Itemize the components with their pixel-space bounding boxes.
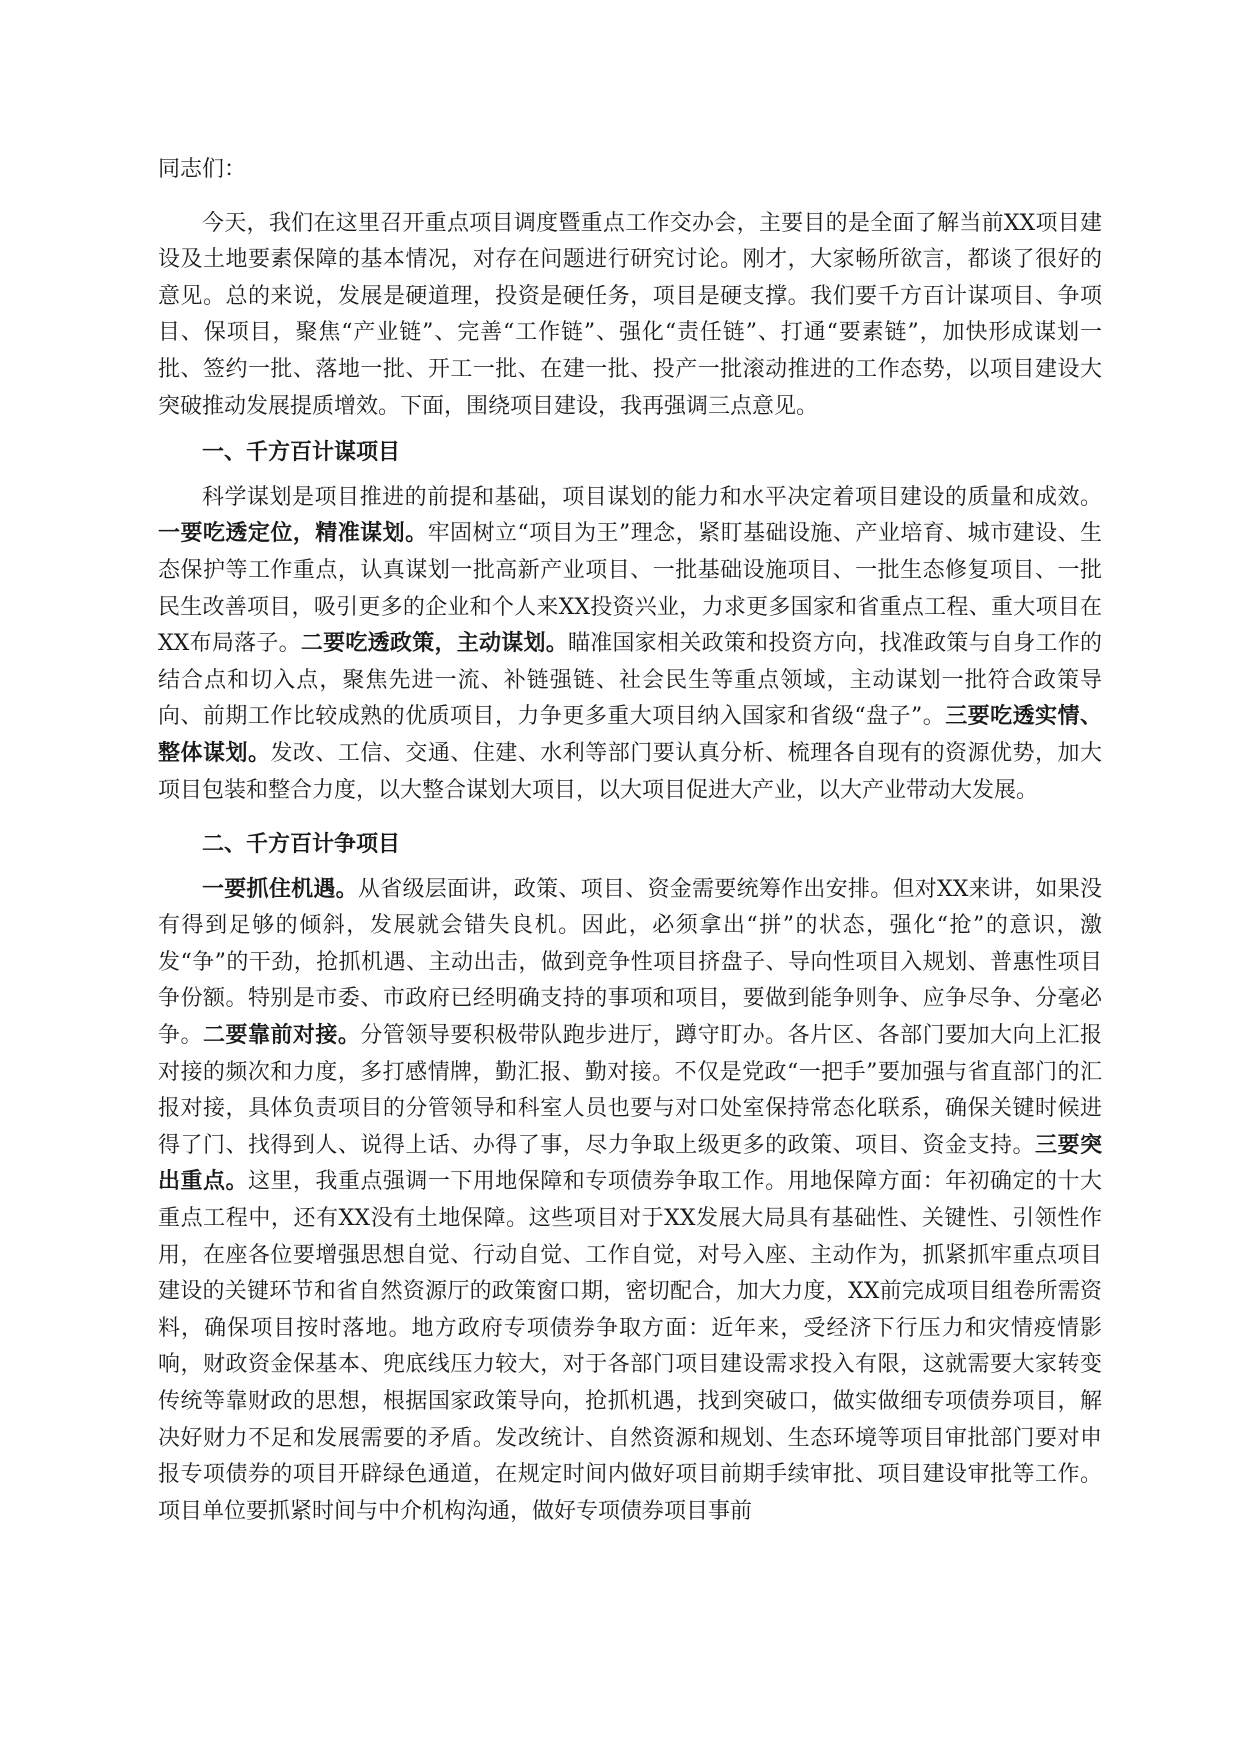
section-2-point-2-text: 分管领导要积极带队跑步进厅，蹲守盯办。各片区、各部门要加大向上汇报对接的频次和力度，多打感情牌，勤汇报、勤对接。不仅是党政“一把手”要加强与省直部门的汇报对接，具体负责项目的分管领导和科室人员也要与对口处室保持常态化联系，确保关键时候进得了门、找得到人、说得上话、办得了事，尽力争取上级更多的政策、项目、资金支持。 — [158, 1023, 1102, 1158]
section-1-point-2-text: 瞄准国家相关政策和投资方向，找准政策与自身工作的结合点和切入点，聚焦先进一流、补链强链、社会民生等重点领域，主动谋划一批符合政策导向、前期工作比较成熟的优质项目，力争更多重大项目纳入国家和省级“盘子”。 — [158, 631, 1102, 730]
section-2-paragraph — [158, 872, 1102, 1531]
section-1-point-1-text: 牢固树立“项目为王”理念，紧盯基础设施、产业培育、城市建设、生态保护等工作重点，认真谋划一批高新产业项目、一批基础设施项目、一批生态修复项目、一批民生改善项目，吸引更多的企业和个人来XX投资兴业，力求更多国家和省重点工程、重大项目在XX布局落子。 — [158, 521, 1102, 657]
section-1-lead: 科学谋划是项目推进的前提和基础，项目谋划的能力和水平决定着项目建设的质量和成效。 — [202, 484, 1102, 510]
section-2-heading: 二、千方百计争项目 — [202, 832, 401, 858]
section-1-heading: 一、千方百计谋项目 — [202, 440, 401, 466]
section-1-point-1-title: 一要吃透定位，精准谋划。 — [158, 521, 428, 547]
section-2-point-1-text: 从省级层面讲，政策、项目、资金需要统筹作出安排。但对XX来讲，如果没有得到足够的倾斜，发展就会错失良机。因此，必须拿出“拼”的状态，强化“抢”的意识，激发“争”的干劲，抢抓机遇、主动出击，做到竞争性项目挤盘子、导向性项目入规划、普惠性项目争份额。特别是市委、市政府已经明确支持的事项和项目，要做到能争则争、应争尽争、分毫必争。 — [158, 876, 1102, 1049]
section-2-point-3-text: 这里，我重点强调一下用地保障和专项债券争取工作。用地保障方面：年初确定的十大重点工程中，还有XX没有土地保障。这些项目对于XX发展大局具有基础性、关键性、引领性作用，在座各位要增强思想自觉、行动自觉、工作自觉，对号入座、主动作为，抓紧抓牢重点项目建设的关键环节和省自然资源厅的政策窗口期，密切配合，加大力度，XX前完成项目组卷所需资料，确保项目按时落地。地方政府专项债券争取方面：近年来，受经济下行压力和灾情疫情影响，财政资金保基本、兜底线压力较大，对于各部门项目建设需求投入有限，这就需要大家转变传统等靠财政的思想，根据国家政策导向，抢抓机遇，找到突破口，做实做细专项债券项目，解决好财力不足和发展需要的矛盾。发改统计、自然资源和规划、生态环境等项目审批部门要对申报专项债券的项目开辟绿色通道，在规定时间内做好项目前期手续审批、项目建设审批等工作。项目单位要抓紧时间与中介机构沟通，做好专项债券项目事前 — [158, 1169, 1102, 1524]
section-1-paragraph — [158, 480, 1102, 809]
intro-paragraph: 今天，我们在这里召开重点项目调度暨重点工作交办会，主要目的是全面了解当前XX项目建设及土地要素保障的基本情况，对存在问题进行研究讨论。刚才，大家畅所欲言，都谈了很好的意见。总的来说，发展是硬道理，投资是硬任务，项目是硬支撑。我们要千方百计谋项目、争项目、保项目，聚焦“产业链”、完善“工作链”、强化“责任链”、打通“要素链”，加快形成谋划一批、签约一批、落地一批、开工一批、在建一批、投产一批滚动推进的工作态势，以项目建设大突破推动发展提质增效。下面，围绕项目建设，我再强调三点意见。 — [158, 210, 1102, 419]
document-body — [158, 152, 1102, 1530]
section-2-point-1-title: 一要抓住机遇。 — [202, 876, 358, 902]
section-1-point-3-text: 发改、工信、交通、住建、水利等部门要认真分析、梳理各自现有的资源优势，加大项目包装和整合力度，以大整合谋划大项目，以大项目促进大产业，以大产业带动大发展。 — [158, 740, 1102, 803]
section-1-point-3-title: 三要吃透实情、整体谋划。 — [158, 704, 1102, 766]
salutation: 同志们： — [158, 157, 247, 182]
section-1-point-2-title: 二要吃透政策，主动谋划。 — [300, 631, 569, 657]
section-2-point-2-title: 二要靠前对接。 — [202, 1023, 361, 1049]
section-2-point-3-title: 三要突出重点。 — [158, 1132, 1102, 1195]
